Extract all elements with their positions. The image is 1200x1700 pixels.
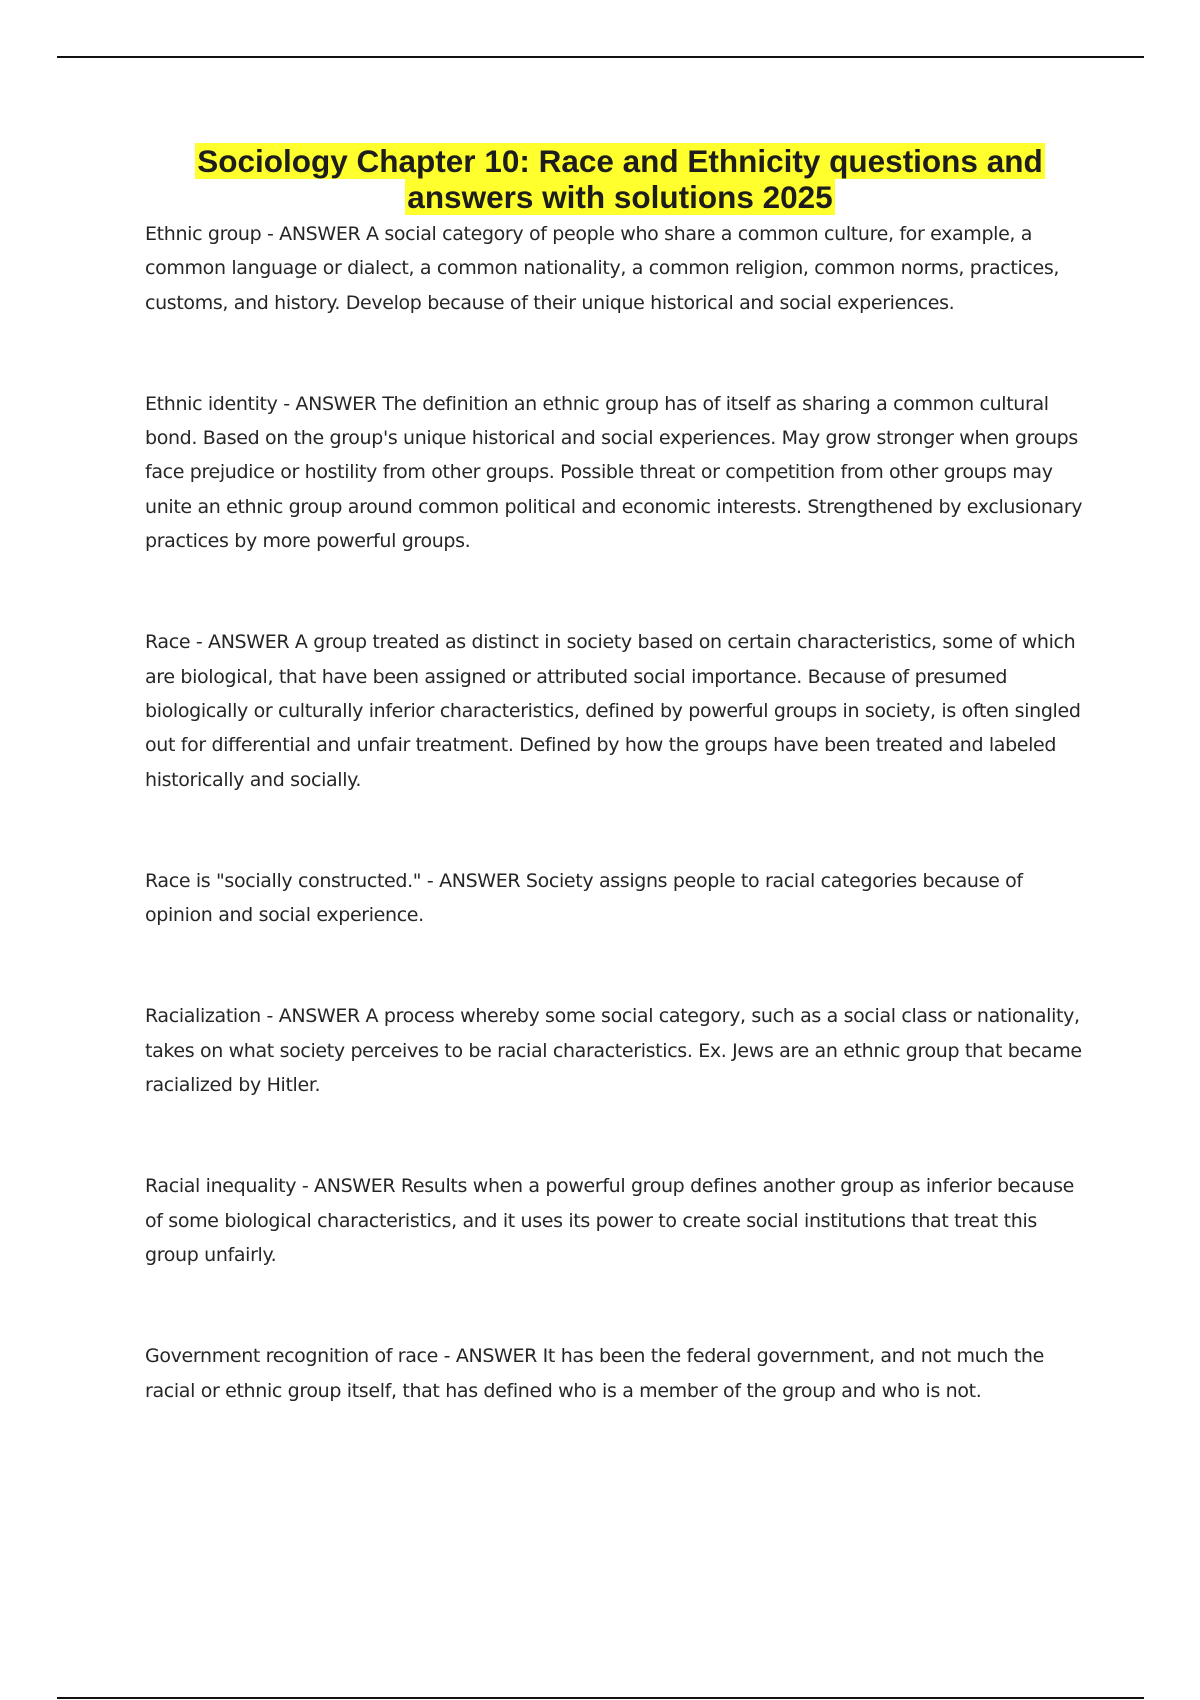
title-line-2: answers with solutions 2025 bbox=[407, 179, 833, 215]
bottom-divider bbox=[57, 1697, 1144, 1699]
document-body bbox=[145, 143, 1095, 1408]
qa-entry-race-socially-constructed: Race is "socially constructed." - ANSWER Society assigns people to racial categories because of opinion and social experience. bbox=[145, 869, 1023, 927]
qa-entry-government-recognition: Government recognition of race - ANSWER It has been the federal government, and not much the racial or ethnic group itself, that has defined who is a member of the group and who is not. bbox=[145, 1345, 1044, 1402]
qa-entry-ethnic-identity: Ethnic identity - ANSWER The definition an ethnic group has of itself as sharing a common cultural bond. Based on the group's unique historical and social experiences. May grow stronger when groups face prejudice or hostility from other groups. Possible threat or competition from other groups may unite an ethnic group around common political and economic interests. Strengthened by exclusionary practices by more powerful groups. bbox=[145, 392, 1083, 553]
qa-entry-racial-inequality: Racial inequality - ANSWER Results when a powerful group defines another group as inferior because of some biological characteristics, and it uses its power to create social institutions that treat this group unfairly. bbox=[145, 1175, 1075, 1266]
qa-entry-ethnic-group: Ethnic group - ANSWER A social category of people who share a common culture, for example, a common language or dialect, a common nationality, a common religion, common norms, practices, customs, and history. Develop because of their unique historical and social experiences. bbox=[145, 223, 1060, 314]
top-divider bbox=[57, 56, 1144, 58]
qa-entry-racialization: Racialization - ANSWER A process whereby some social category, such as a social class or nationality, takes on what society perceives to be racial characteristics. Ex. Jews are an ethnic group that became racialized by Hitler. bbox=[145, 1005, 1082, 1097]
title-line-1: Sociology Chapter 10: Race and Ethnicity questions and bbox=[197, 143, 1043, 179]
qa-entry-race: Race - ANSWER A group treated as distinct in society based on certain characteristics, some of which are biological, that have been assigned or attributed social importance. Because of presumed biologically or culturally inferior characteristics, defined by powerful groups in society, is often singled out for differential and unfair treatment. Defined by how the groups have been treated and labeled historically and socially. bbox=[145, 631, 1081, 791]
document-title bbox=[145, 143, 1095, 215]
